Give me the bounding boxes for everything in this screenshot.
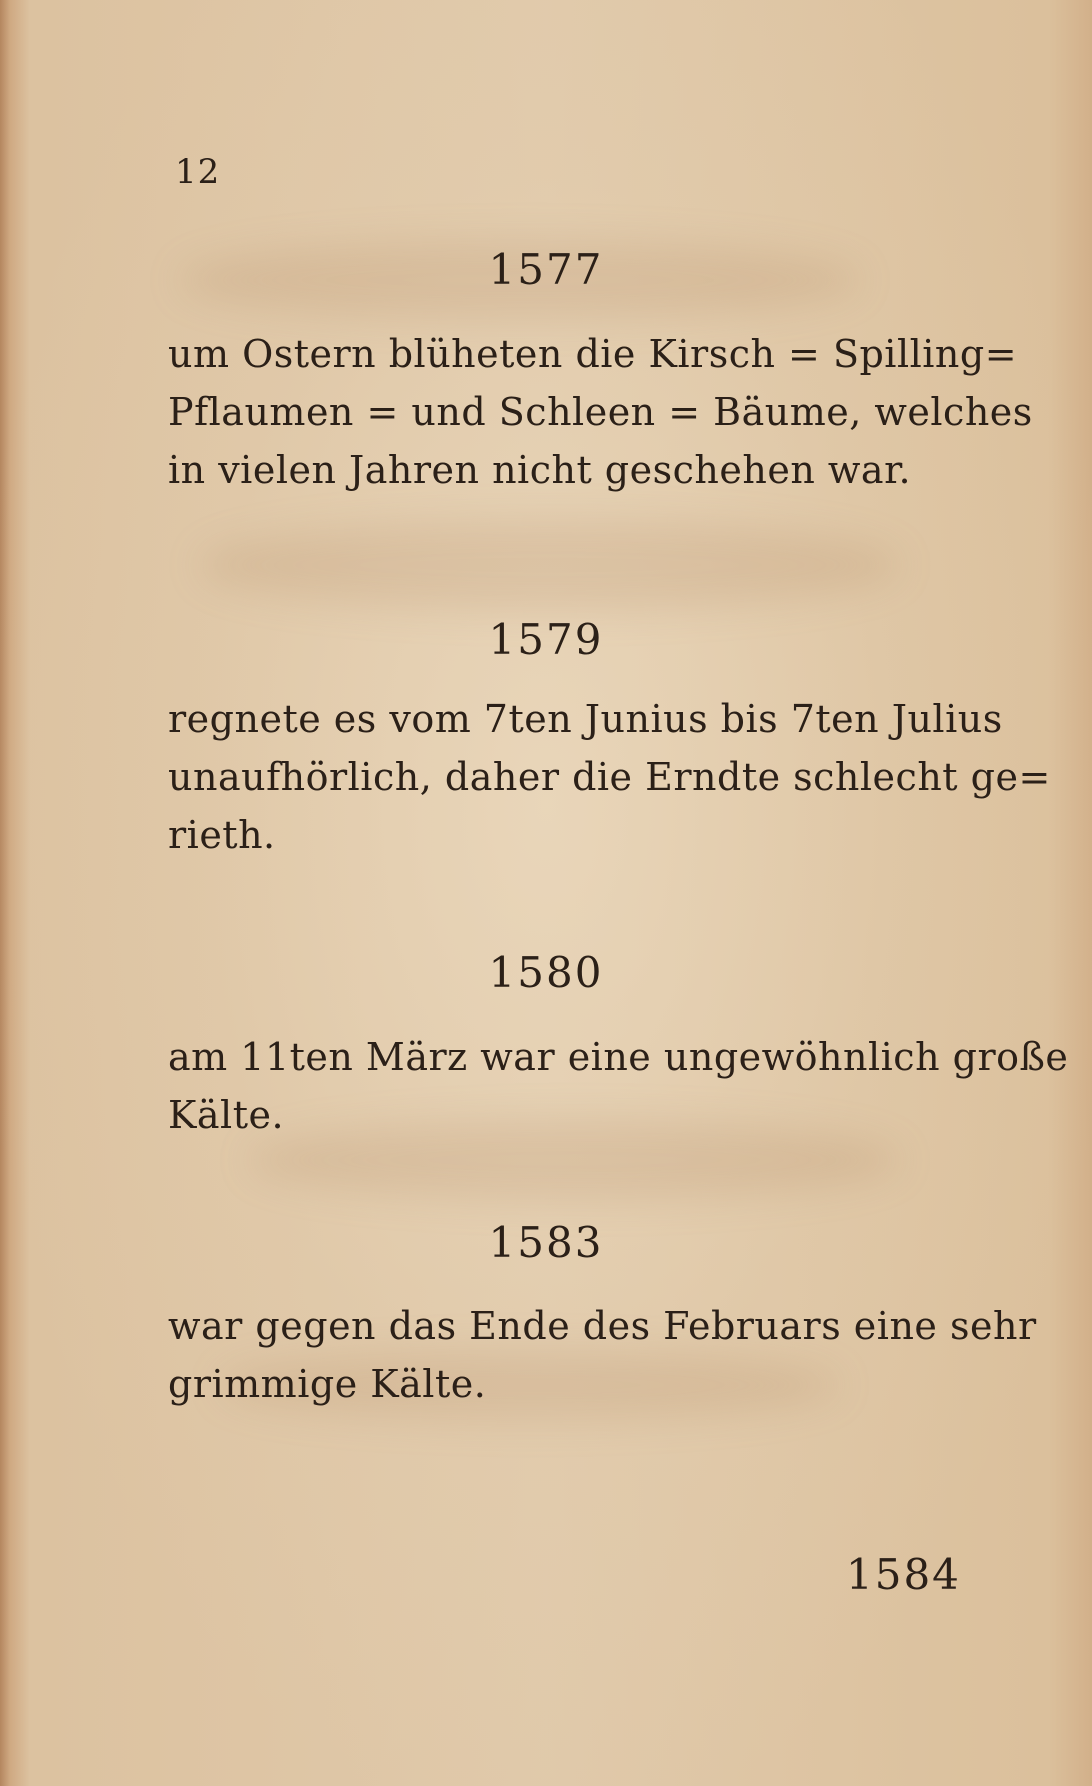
entry-line: unaufhörlich, daher die Erndte schlecht ge= bbox=[168, 755, 1051, 799]
catchword: 1584 bbox=[846, 1550, 961, 1599]
entry-line: regnete es vom 7ten Junius bis 7ten Julius bbox=[168, 697, 1003, 741]
entry-text bbox=[168, 1028, 1069, 1144]
entry-text bbox=[168, 1297, 1037, 1413]
entry-line: rieth. bbox=[168, 813, 276, 857]
entry-text bbox=[168, 325, 1033, 499]
entry-line: am 11ten März war eine ungewöhnlich große bbox=[168, 1035, 1069, 1079]
entry-year: 1580 bbox=[488, 948, 604, 997]
entry-line: Kälte. bbox=[168, 1093, 285, 1137]
entry-year: 1583 bbox=[488, 1218, 604, 1267]
entry-line: Pflaumen = und Schleen = Bäume, welches bbox=[168, 390, 1033, 434]
entry-text bbox=[168, 690, 1051, 864]
entry-line: war gegen das Ende des Februars eine sehr bbox=[168, 1304, 1037, 1348]
entry-line: um Ostern blüheten die Kirsch = Spilling= bbox=[168, 332, 1018, 376]
entry-line: in vielen Jahren nicht geschehen war. bbox=[168, 448, 912, 492]
entry-line: grimmige Kälte. bbox=[168, 1362, 487, 1406]
page-number: 12 bbox=[175, 152, 221, 192]
entry-year: 1579 bbox=[488, 615, 604, 664]
entry-year: 1577 bbox=[488, 245, 604, 294]
